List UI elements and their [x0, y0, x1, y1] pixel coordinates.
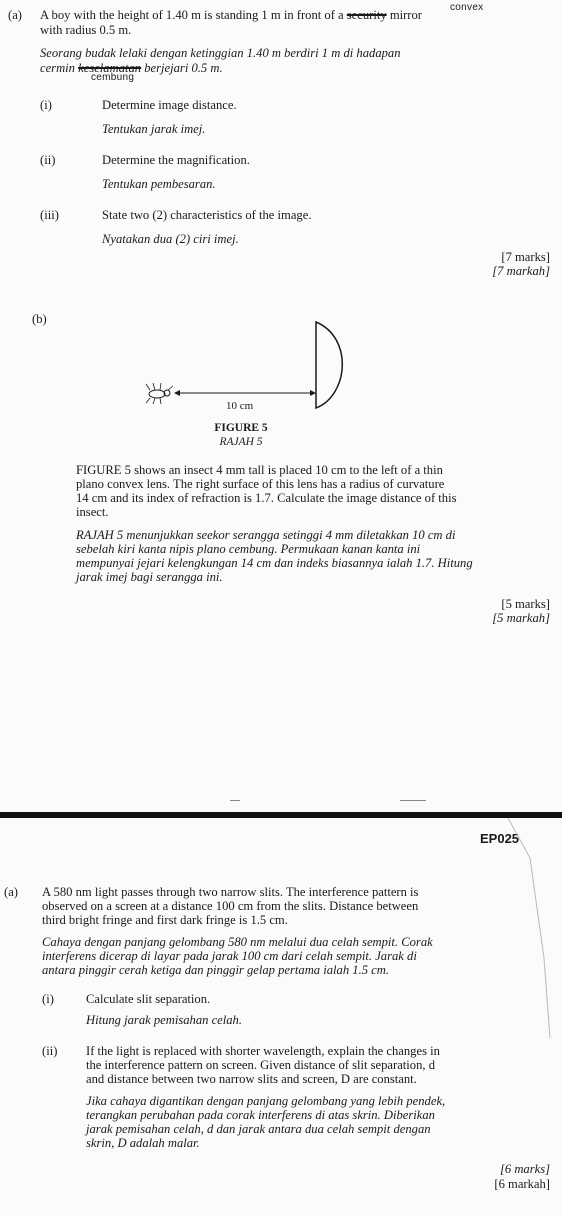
figure-distance-label: 10 cm	[226, 400, 254, 412]
subpart-number-iii: (iii)	[40, 208, 59, 222]
marks-english-a: [7 marks]	[501, 250, 550, 264]
plano-convex-lens	[316, 322, 342, 408]
handwritten-correction-convex: convex	[450, 2, 484, 13]
scan-edge-line	[500, 818, 562, 1215]
insect-icon	[146, 383, 173, 404]
question-b-english-line-1: FIGURE 5 shows an insect 4 mm tall is placed 10 cm to the left of a thin	[76, 463, 443, 477]
page2-subpart-i-english: Calculate slit separation.	[86, 992, 211, 1006]
question-b-malay-line-4: jarak imej bagi serangga ini.	[76, 570, 223, 584]
page2-subpart-ii-malay-line-1: Jika cahaya digantikan dengan panjang gelombang yang lebih pendek,	[86, 1094, 446, 1108]
page2-subpart-number-ii: (ii)	[42, 1044, 58, 1058]
page2-question-a-english-line-3: third bright fringe and first dark fringe is 1.5 cm.	[42, 913, 288, 927]
page2-question-a-malay-line-3: antara pinggir cerah ketiga dan pinggir gelap pertama ialah 1.5 cm.	[42, 963, 389, 977]
subpart-i-english: Determine image distance.	[102, 98, 237, 112]
page2-subpart-number-i: (i)	[42, 992, 54, 1006]
page2-subpart-i-malay: Hitung jarak pemisahan celah.	[86, 1013, 243, 1027]
question-a-english-line-1: A boy with the height of 1.40 m is standing 1 m in front of a security mirror	[40, 8, 422, 22]
marks-malay-b: [5 markah]	[492, 611, 550, 625]
question-label-b: (b)	[32, 312, 47, 326]
handwritten-correction-cembung: cembung	[91, 72, 135, 83]
paper-code: EP025	[480, 831, 520, 846]
distance-arrow-head-left	[174, 390, 180, 396]
subpart-number-i: (i)	[40, 98, 52, 112]
struck-word-keselamatan: keselamatan	[78, 61, 142, 75]
subpart-iii-malay: Nyatakan dua (2) ciri imej.	[102, 232, 239, 246]
subpart-ii-malay: Tentukan pembesaran.	[102, 177, 216, 191]
page2-subpart-ii-malay-line-2: terangkan perubahan pada corak interferens di atas skrin. Diberikan	[86, 1108, 435, 1122]
page2-subpart-ii-english-line-1: If the light is replaced with shorter wavelength, explain the changes in	[86, 1044, 440, 1058]
page2-subpart-ii-english-line-2: the interference pattern on screen. Given distance of slit separation, d	[86, 1058, 435, 1072]
question-label-a: (a)	[8, 8, 22, 22]
struck-word-security: security	[346, 8, 387, 22]
figure-caption-english: FIGURE 5	[214, 422, 268, 434]
marks-english-b: [5 marks]	[501, 597, 550, 611]
question-a-malay-line-1: Seorang budak lelaki dengan ketinggian 1.40 m berdiri 1 m di hadapan	[40, 46, 401, 60]
scan-artifact	[400, 800, 426, 801]
subpart-i-malay: Tentukan jarak imej.	[102, 122, 206, 136]
page2-question-a-english-line-2: observed on a screen at a distance 100 cm from the slits. Distance between	[42, 899, 419, 913]
question-b-malay-line-2: sebelah kiri kanta nipis plano cembung. Permukaan kanan kanta ini	[76, 542, 421, 556]
question-b-malay-line-3: mempunyai jejari kelengkungan 14 cm dan indeks biasannya ialah 1.7. Hitung	[76, 556, 473, 570]
subpart-ii-english: Determine the magnification.	[102, 153, 250, 167]
subpart-number-ii: (ii)	[40, 153, 56, 167]
page2-marks-english: [6 marks]	[499, 1162, 550, 1176]
question-b-english-line-3: 14 cm and its index of refraction is 1.7. Calculate the image distance of this	[76, 491, 457, 505]
figure-caption-malay: RAJAH 5	[219, 436, 263, 448]
page2-subpart-ii-malay-line-4: skrin, D adalah malar.	[86, 1136, 200, 1150]
page2-marks-malay: [6 markah]	[494, 1177, 550, 1191]
question-a-english-line-2: with radius 0.5 m.	[40, 23, 132, 37]
question-a-malay-line-2: cermin keselamatan berjejari 0.5 m.	[40, 61, 223, 75]
page2-subpart-ii-english-line-3: and distance between two narrow slits and screen, D are constant.	[86, 1072, 417, 1086]
page2-question-a-malay-line-1: Cahaya dengan panjang gelombang 580 nm melalui dua celah sempit. Corak	[42, 935, 433, 949]
question-b-english-line-2: plano convex lens. The right surface of this lens has a radius of curvature	[76, 477, 445, 491]
distance-arrow-head-right	[310, 390, 316, 396]
subpart-iii-english: State two (2) characteristics of the image.	[102, 208, 312, 222]
page2-question-a-malay-line-2: interferens dicerap di layar pada jarak 100 cm dari celah sempit. Jarak di	[42, 949, 417, 963]
scan-artifact	[230, 800, 240, 801]
page2-subpart-ii-malay-line-3: jarak pemisahan celah, d dan jarak antara dua celah sempit dengan	[86, 1122, 431, 1136]
marks-malay-a: [7 markah]	[492, 264, 550, 278]
question-b-malay-line-1: RAJAH 5 menunjukkan seekor serangga setinggi 4 mm diletakkan 10 cm di	[76, 528, 456, 542]
page2-question-a-english-line-1: A 580 nm light passes through two narrow slits. The interference pattern is	[42, 885, 419, 899]
question-b-english-line-4: insect.	[76, 505, 109, 519]
exam-page-2	[0, 818, 562, 1215]
page2-question-label-a: (a)	[4, 885, 18, 899]
